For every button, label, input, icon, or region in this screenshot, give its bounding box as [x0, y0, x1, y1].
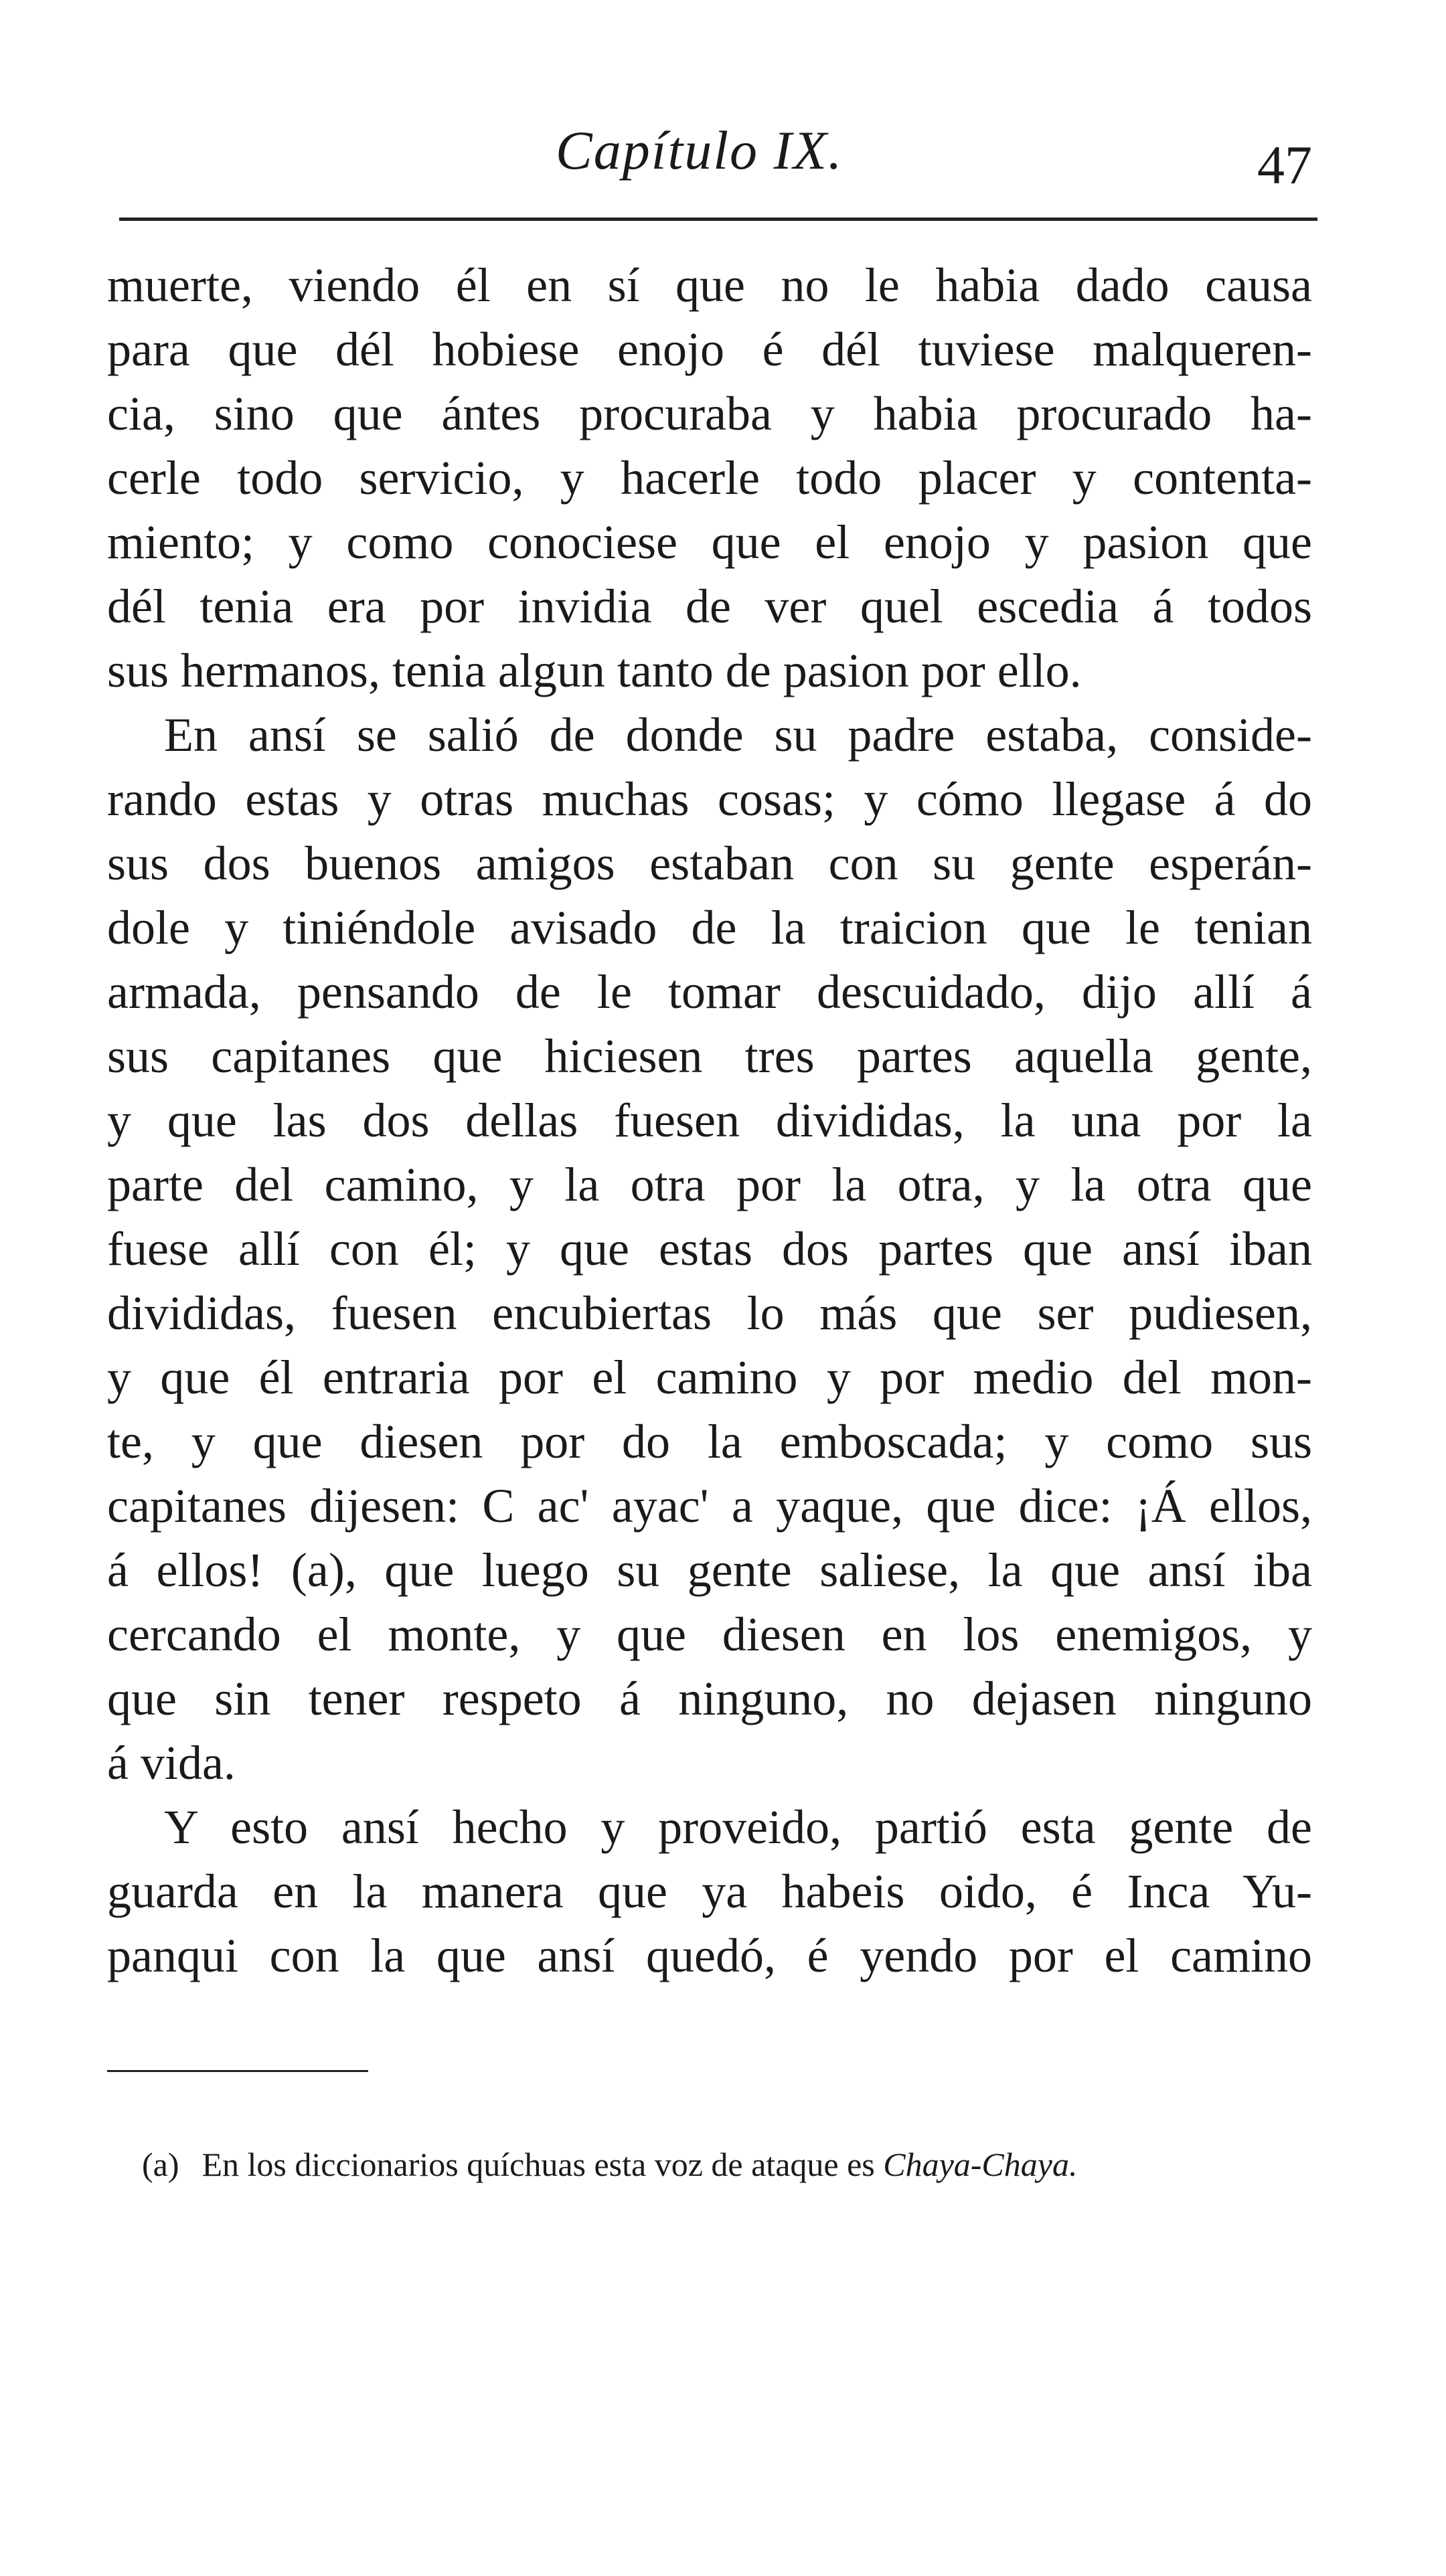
footnote-marker: (a) [142, 2146, 179, 2183]
body-line: En ansí se salió de donde su padre estaba, conside- [164, 708, 1312, 762]
page-number: 47 [1257, 135, 1312, 195]
body-line: divididas, fuesen encubiertas lo más que ser pudiesen, [107, 1286, 1312, 1340]
body-line: armada, pensando de le tomar descuidado, dijo allí á [107, 965, 1312, 1019]
footnote-term: Chaya-Chaya. [883, 2146, 1078, 2183]
body-line: y que él entraria por el camino y por medio del mon- [107, 1351, 1312, 1404]
footnote [142, 2145, 1077, 2184]
body-line: muerte, viendo él en sí que no le habia dado causa [107, 258, 1312, 312]
body-line: te, y que diesen por do la emboscada; y como sus [107, 1415, 1312, 1468]
body-line: fuese allí con él; y que estas dos partes que ansí iban [107, 1222, 1312, 1276]
body-line: cercando el monte, y que diesen en los enemigos, y [107, 1608, 1312, 1661]
body-line: miento; y como conociese que el enojo y pasion que [107, 515, 1312, 569]
body-line: y que las dos dellas fuesen divididas, la una por la [107, 1094, 1312, 1147]
footnote-text: En los diccionarios quíchuas esta voz de ataque es [202, 2146, 884, 2183]
body-line: panqui con la que ansí quedó, é yendo por el camino [107, 1929, 1312, 1982]
body-line: rando estas y otras muchas cosas; y cómo llegase á do [107, 772, 1312, 826]
header-rule [119, 218, 1317, 221]
body-line: guarda en la manera que ya habeis oido, é Inca Yu- [107, 1865, 1312, 1918]
body-line: dél tenia era por invidia de ver quel escedia á todos [107, 580, 1312, 633]
body-line: cia, sino que ántes procuraba y habia procurado ha- [107, 387, 1312, 440]
body-line: sus capitanes que hiciesen tres partes aquella gente, [107, 1029, 1312, 1083]
body-line: parte del camino, y la otra por la otra, y la otra que [107, 1158, 1312, 1211]
body-line: cerle todo servicio, y hacerle todo placer y contenta- [107, 451, 1312, 505]
body-line: que sin tener respeto á ninguno, no dejasen ninguno [107, 1672, 1312, 1725]
body-text [107, 253, 1312, 1988]
footnote-rule [107, 2070, 368, 2072]
body-line: dole y tiniéndole avisado de la traicion que le tenian [107, 901, 1312, 954]
body-line: capitanes dijesen: C ac' ayac' a yaque, que dice: ¡Á ellos, [107, 1479, 1312, 1533]
body-line: á ellos! (a), que luego su gente saliese, la que ansí iba [107, 1543, 1312, 1597]
body-line: Y esto ansí hecho y proveido, partió esta gente de [164, 1800, 1312, 1854]
body-line: para que dél hobiese enojo é dél tuviese malqueren- [107, 323, 1312, 376]
body-line: sus dos buenos amigos estaban con su gente esperán- [107, 837, 1312, 890]
body-line: sus hermanos, tenia algun tanto de pasion por ello. [107, 644, 1082, 697]
running-title: Capítulo IX. [556, 120, 843, 181]
body-line: á vida. [107, 1736, 236, 1790]
